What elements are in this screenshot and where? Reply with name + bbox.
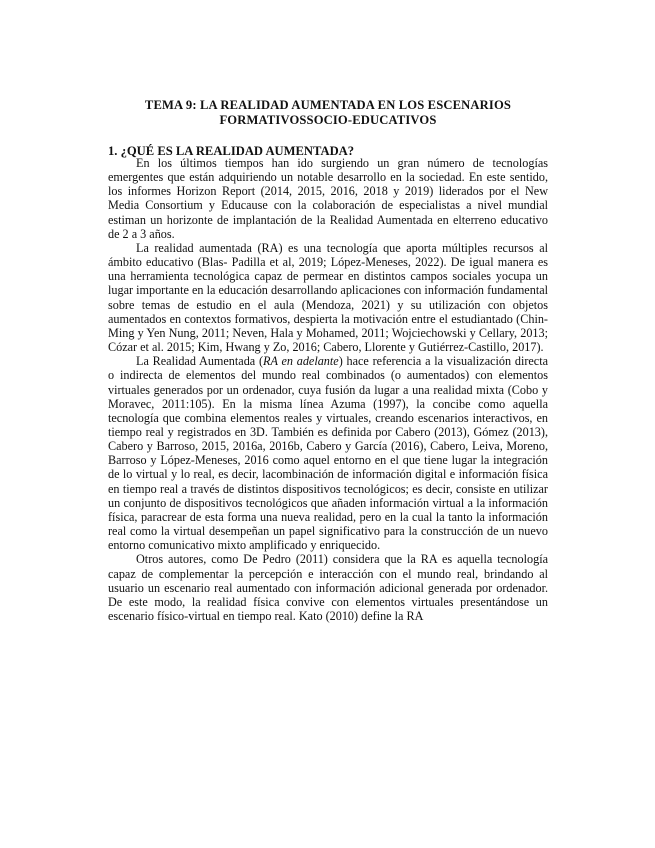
paragraph-3 bbox=[108, 354, 548, 552]
document-title bbox=[108, 98, 548, 128]
title-line-2: FORMATIVOSSOCIO-EDUCATIVOS bbox=[219, 113, 437, 127]
paragraph-3-text-italic: RA en adelante bbox=[263, 354, 339, 369]
title-line-1: TEMA 9: LA REALIDAD AUMENTADA EN LOS ESCENARIOS bbox=[144, 98, 512, 112]
section-heading: 1. ¿QUÉ ES LA REALIDAD AUMENTADA? bbox=[108, 144, 355, 158]
paragraph-3-text-after: ) hace referencia a la visualización directa o indirecta de elementos del mundo real combinados (o aumentados) con elementos virtuales generados por un ordenador, cuya fusión da lugar a una realidad mixta (Cobo y Moravec, 2011:105). En la misma línea Azuma (1997), la concibe como aquella tecnología que combina elementos reales y virtuales, creando escenarios interactivos, en tiempo real y registrados en 3D. También es definida por Cabero (2013), Gómez (2013), Cabero y Barroso, 2015, 2016a, 2016b, Cabero y García (2016), Cabero, Leiva, Moreno, Barroso y López-Meneses, 2016 como aquel entorno en el que tiene lugar la integración de lo virtual y lo real, es decir, lacombinación de información digital e información física en tiempo real a través de distintos dispositivos tecnológicos; es decir, consiste en utilizar un conjunto de dispositivos tecnológicos que añaden información virtual a la información física, paracrear de esta forma una nueva realidad, pero en la cual la tanto la información real como la virtual desempeñan un papel significativo para la construcción de un nuevo entorno comunicativo mixto amplificado y enriquecido. bbox=[108, 354, 549, 553]
paragraph-1 bbox=[108, 156, 548, 241]
paragraph-1-text: En los últimos tiempos han ido surgiendo un gran número de tecnologías emergentes que están adquiriendo un notable desarrollo en la sociedad. En este sentido, los informes Horizon Report (2014, 2015, 2016, 2018 y 2019) liderados por el New Media Consortium y Educause con la colaboración de especialistas a nivel mundial estiman un horizonte de implantación de la Realidad Aumentada en elterreno educativo de 2 a 3 años. bbox=[108, 156, 548, 241]
paragraph-2 bbox=[108, 241, 548, 354]
paragraph-4 bbox=[108, 552, 548, 623]
paragraph-3-text-before: La Realidad Aumentada ( bbox=[136, 354, 264, 369]
paragraph-2-text: La realidad aumentada (RA) es una tecnología que aporta múltiples recursos al ámbito educativo (Blas- Padilla et al, 2019; López-Meneses, 2022). De igual manera es una herramienta tecnológica capaz de permear en distintos campos sociales yocupa un lugar importante en la educación desarrollando aplicaciones con información fundamental sobre temas de estudio en el aula (Mendoza, 2021) y su utilización con objetos aumentados en contextos formativos, despierta la motivación entre el estudiantado (Chin-Ming y Yen Nung, 2011; Neven, Hala y Mohamed, 2011; Wojciechowski y Cellary, 2013; Cózar et al. 2015; Kim, Hwang y Zo, 2016; Cabero, Llorente y Gutiérrez-Castillo, 2017). bbox=[108, 240, 548, 355]
paragraph-4-text: Otros autores, como De Pedro (2011) considera que la RA es aquella tecnología capaz de complementar la percepción e interacción con el mundo real, brindando al usuario un escenario real aumentado con información adicional generada por ordenador. De este modo, la realidad física convive con elementos virtuales presentándose un escenario físico-virtual en tiempo real. Kato (2010) define la RA bbox=[108, 552, 548, 623]
body-text bbox=[108, 156, 548, 623]
